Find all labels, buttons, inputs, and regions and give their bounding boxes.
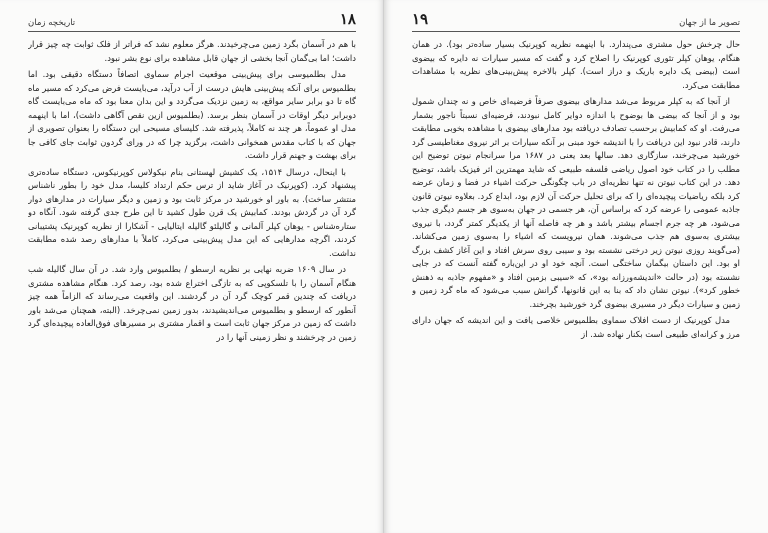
paragraph: در سال ۱۶۰۹ ضربه نهایی بر نظریه ارسطو / بطلمیوس وارد شد. در آن سال گالیله شب هنگام آسمان را با تلسکوپی که به تازگی اختراع شده بود، رصد کرد. هنگام مشاهده مشتری دریافت که چندین قمر کوچک گرد آن در گردشند. این واقعیت می‌رساند که الزاماً همه چیز آنطور که ارسطو و بطلمیوس می‌اندیشیدند، بدور زمین نمی‌چرخد. (البته، همچنان می‌شد باور داشت که زمین در مرکز جهان ثابت است و اقمار مشتری بر مسیرهای فوق‌العاده پیچیده‌ای گرد زمین در چرخشند و نظر زمینی آنها را در [28,264,356,342]
paragraph: با اینحال، درسال ۱۵۱۴، یک کشیش لهستانی بنام نیکولاس کوپرنیکوس، دستگاه ساده‌تری پیشنهاد کرد. (کوپرنیک در آغاز شاید از ترس حکم ارتداد کلیسا، مدل خود را بطور ناشناس منتشر ساخت). به باور او خورشید در مرکز ثابت بود و زمین و دیگر سیارات در مدارهای دوار گرد آن در گردش بودند. کمابیش یک قرن طول کشید تا این طرح جدی گرفته شود. آنگاه دو ستاره‌شناس - یوهان کپلر آلمانی و گالیلئو گالیله ایتالیایی - آشکارا از نظریه کوپرنیک پشتیبانی کردند، اگرچه مدارهایی که این مدل پیش‌بینی می‌کرد، کاملاً با مدارهای رصد شده مطابقت نداشت. [28,166,356,258]
page-number: ۱۹ [412,10,429,28]
paragraph: حال چرخش حول مشتری می‌پندارد. با اینهمه نظریه کوپرنیک بسیار ساده‌تر بود). در همان هنگام، یوهان کپلر تئوری کوپرنیک را اصلاح کرد و گفت که مسیر سیارات نه دایره که بیضوی است (بیضی یک دایره باریک و دراز است). کپلر بالاخره پیش‌بینی‌های نظریه با مشاهدات مطابقت می‌کرد. [412,39,740,90]
right-page [384,0,768,533]
running-head: تاریخچه زمان [28,18,76,28]
paragraph: مدل بطلمیوسی برای پیش‌بینی موقعیت اجرام سماوی اتصافاً دستگاه دقیقی بود. اما بطلمیوس برای آنکه پیش‌بینی هایش درست از آب درآید، می‌بایست فرض می‌کرد که مسیر ماه گاه تا دو برابر سایر مواقع، به زمین نزدیک می‌گردد و این بدان معنا بود که ماه می‌بایست گاه دوبرابر دیگر اوقات در آسمان بنظر برسد. (بطلمیوس ازین نقص آگاهی داشت)، اما با اینهمه مدل او عموماً، هر چند نه کاملاً، پذیرفته شد. کلیسای مسیحی این دستگاه را بعنوان تصویری از جهان که با کتاب مقدس همخوانی داشت، برگزید چرا که در ورای گردون ثوابت جای کافی جا برای بهشت و جهنم قرار داشت. [28,69,356,160]
paragraph: مدل کوپرنیک از دست افلاک سماوی بطلمیوس خلاصی یافت و این اندیشه که جهان دارای مرز و کرانه‌ای طبیعی است بکنار نهاده شد. از [412,315,740,339]
right-page-body [412,38,740,525]
paragraph: از آنجا که به کپلر مربوط می‌شد مدارهای بیضوی صرفاً فرضیه‌ای خاص و نه چندان شمول بود و از آنجا که بیضی ها بوضوح با اندازه دوایر کامل نبودند، فرضیه‌ای نسبتاً ناجور بشمار می‌رفت. او که کمابیش برحسب تصادف دریافته بود مدارهای بیضوی با مشاهده بخوبی مطابقت دارند، قادر نبود این دریافت را با اندیشه خود مبنی بر آنکه سیارات بر اثر نیروی مغناطیسی گرد خورشید می‌چرخند، سازگاری دهد. سالها بعد یعنی در ۱۶۸۷ مرا سرانجام نیوتن توضیح این مطلب را در کتاب خود اصول ریاضی فلسفه طبیعی که شاید مهمترین اثر فیزیک باشد، توضیح دهد. در این کتاب نیوتن نه تنها نظریه‌ای در باب چگونگی حرکت اشیاء در فضا و زمان عرضه کرد بلکه ریاضیات پیچیده‌ای را که برای تحلیل حرکت آن لازم بود، ابداع کرد. بعلاوه نیوتن قانون جاذبه عمومی را عرضه کرد که براساس آن، هر جسمی در جهان به‌سوی هر جسم دیگری جذب می‌شود، هر چه جرم اجسام بیشتر باشد و هر چه فاصله آنها از یکدیگر کمتر گردد، با نیروی بیشتری به‌سوی هم جذب می‌شوند. همان نیرویست که اشیاء را به‌سوی زمین می‌کشاند. (می‌گویند روزی نیوتن زیر درختی نشسته بود و سیبی روی سرش افتاد و این آغاز کشف بزرگ او بود. این داستان بیگمان ساختگی است. آنچه خود او در این‌باره گفته آنست که در جایی نشسته بود (در حالت «اندیشه‌ورزانه بود»، که «سیبی بزمین افتاد و «مفهوم جاذبه به ذهنش خطور کرد»). نیوتن نشان داد که بنا به این قانونها، گرانش سبب می‌شود که ماه گرد زمین و زمین و سیارات دیگر در مسیری بیضوی گرد خورشید بچرخند. [412,96,740,309]
running-head: تصویر ما از جهان [679,18,740,28]
page-number: ۱۸ [339,10,356,28]
paragraph: با هم در آسمان بگرد زمین می‌چرخیدند. هرگز معلوم نشد که فراتر از فلک ثوابت چه چیز قرار داشت؛ اما بی‌گمان آنجا بخشی از جهان قابل مشاهده برای نوع بشر نبود. [28,39,356,63]
left-page-header [28,6,356,28]
header-rule [28,31,356,32]
right-page-header [412,6,740,28]
left-page-body [28,38,356,525]
header-rule [412,31,740,32]
